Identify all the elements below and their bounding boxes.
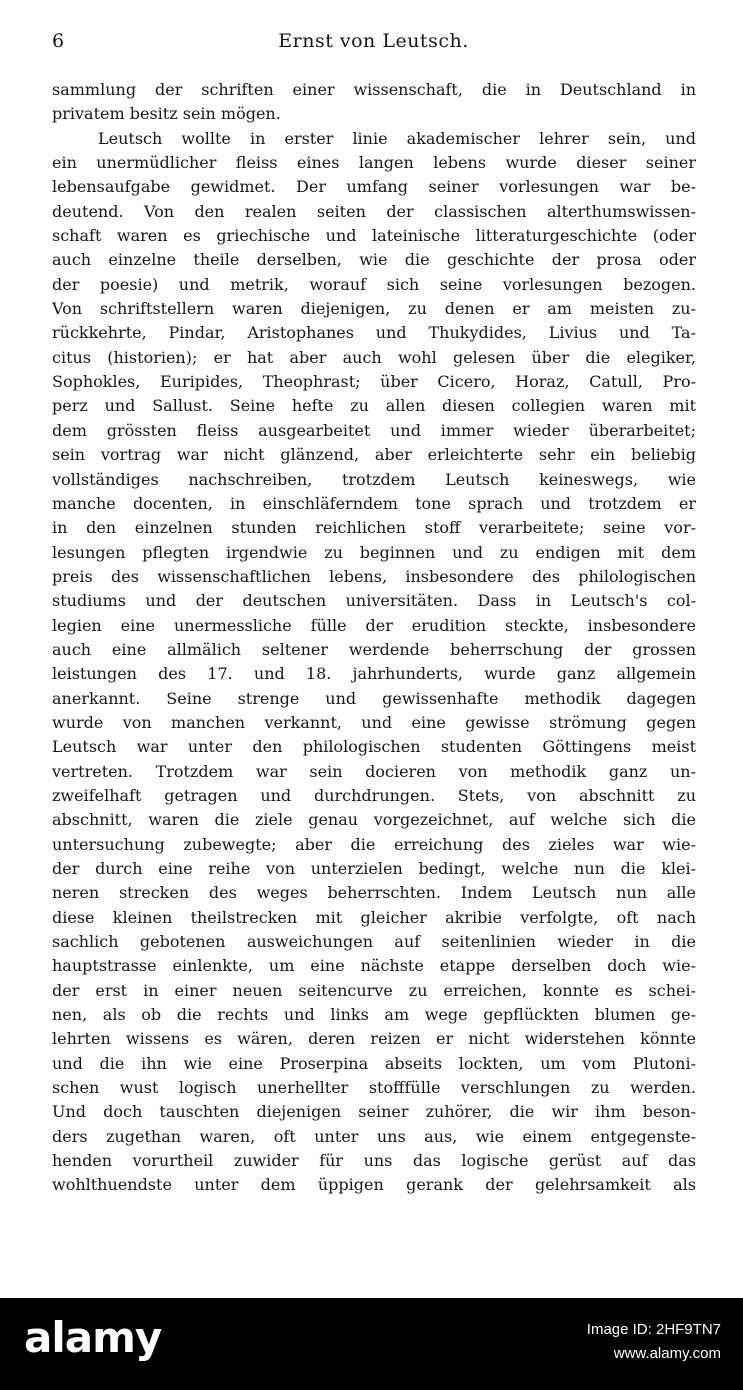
body-text bbox=[52, 78, 696, 1198]
text-line: wurde von manchen verkannt, und eine gewisse strömung gegen bbox=[52, 712, 696, 732]
text-line: sammlung der schriften einer wissenschaft, die in Deutschland in bbox=[52, 80, 696, 99]
text-line: lebensaufgabe gewidmet. Der umfang seiner vorlesungen war be- bbox=[52, 177, 696, 197]
text-line: diese kleinen theilstrecken mit gleicher akribie verfolgte, oft nach bbox=[52, 907, 696, 927]
text-line: abschnitt, waren die ziele genau vorgezeichnet, auf welche sich die bbox=[52, 810, 696, 830]
text-line: der erst in einer neuen seitencurve zu erreichen, konnte es schei- bbox=[52, 980, 696, 1000]
text-line: schaft waren es griechische und lateinische litteraturgeschichte (oder bbox=[52, 226, 696, 246]
text-line: anerkannt. Seine strenge und gewissenhafte methodik dagegen bbox=[52, 688, 696, 708]
text-line: sein vortrag war nicht glänzend, aber erleichterte sehr ein beliebig bbox=[52, 445, 696, 465]
page-number: 6 bbox=[52, 30, 65, 52]
image-id-label: Image ID: 2HF9TN7 bbox=[586, 1321, 721, 1338]
text-line: Sophokles, Euripides, Theophrast; über Cicero, Horaz, Catull, Pro- bbox=[52, 372, 696, 392]
text-line: Und doch tauschten diejenigen seiner zuhörer, die wir ihm beson- bbox=[52, 1102, 696, 1122]
text-line: Leutsch war unter den philologischen studenten Göttingens meist bbox=[52, 737, 696, 757]
text-line: vertreten. Trotzdem war sein docieren von methodik ganz un- bbox=[52, 761, 696, 781]
text-line: auch einzelne theile derselben, wie die geschichte der prosa oder bbox=[52, 250, 696, 270]
text-line: untersuchung zubewegte; aber die erreichung des zieles war wie- bbox=[52, 834, 696, 854]
text-line: legien eine unermessliche fülle der erudition steckte, insbesondere bbox=[52, 615, 696, 635]
text-line: henden vorurtheil zuwider für uns das logische gerüst auf das bbox=[52, 1151, 696, 1171]
text-line: hauptstrasse einlenkte, um eine nächste etappe derselben doch wie- bbox=[52, 956, 696, 976]
text-line: vollständiges nachschreiben, trotzdem Leutsch keineswegs, wie bbox=[52, 469, 696, 489]
text-line: schen wust logisch unerhellter stofffülle verschlungen zu werden. bbox=[52, 1078, 696, 1098]
text-line: dem grössten fleiss ausgearbeitet und immer wieder überarbeitet; bbox=[52, 420, 696, 440]
text-line: ders zugethan waren, oft unter uns aus, wie einem entgegenste- bbox=[52, 1126, 696, 1146]
text-line: Leutsch wollte in erster linie akademischer lehrer sein, und bbox=[98, 128, 696, 148]
text-line: preis des wissenschaftlichen lebens, insbesondere des philologischen bbox=[52, 566, 696, 586]
running-head: Ernst von Leutsch. bbox=[278, 30, 469, 52]
text-line: der durch eine reihe von unterzielen bedingt, welche nun die klei- bbox=[52, 859, 696, 878]
site-url-label: www.alamy.com bbox=[613, 1345, 721, 1362]
text-line: deutend. Von den realen seiten der classischen alterthumswissen- bbox=[52, 201, 696, 221]
text-line: ein unermüdlicher fleiss eines langen lebens wurde dieser seiner bbox=[52, 153, 696, 173]
text-line: lehrten wissens es wären, deren reizen er nicht widerstehen könnte bbox=[52, 1029, 696, 1049]
text-line: citus (historien); er hat aber auch wohl gelesen über die elegiker, bbox=[52, 347, 696, 367]
text-line: der poesie) und metrik, worauf sich seine vorlesungen bezogen. bbox=[52, 274, 696, 294]
text-line: zweifelhaft getragen und durchdrungen. Stets, von abschnitt zu bbox=[52, 785, 696, 805]
watermark-footer bbox=[0, 1298, 743, 1390]
text-line: manche docenten, in einschläferndem tone sprach und trotzdem er bbox=[52, 493, 696, 513]
text-line: neren strecken des weges beherrschten. Indem Leutsch nun alle bbox=[52, 883, 696, 903]
text-line: auch eine allmälich seltener werdende beherrschung der grossen bbox=[52, 639, 696, 659]
page-header bbox=[52, 30, 695, 54]
text-line: studiums und der deutschen universitäten. Dass in Leutsch's col- bbox=[52, 591, 696, 611]
text-line: perz und Sallust. Seine hefte zu allen diesen collegien waren mit bbox=[52, 396, 696, 416]
text-line: wohlthuendste unter dem üppigen gerank der gelehrsamkeit als bbox=[52, 1175, 696, 1195]
text-line: in den einzelnen stunden reichlichen stoff verarbeitete; seine vor- bbox=[52, 518, 696, 538]
text-line: privatem besitz sein mögen. bbox=[52, 104, 281, 124]
text-line: und die ihn wie eine Proserpina abseits lockten, um vom Plutoni- bbox=[52, 1053, 696, 1073]
brand-logo: alamy bbox=[24, 1313, 162, 1362]
text-line: rückkehrte, Pindar, Aristophanes und Thukydides, Livius und Ta- bbox=[52, 323, 696, 343]
text-line: leistungen des 17. und 18. jahrhunderts, wurde ganz allgemein bbox=[52, 664, 696, 684]
text-line: Von schriftstellern waren diejenigen, zu denen er am meisten zu- bbox=[52, 299, 696, 319]
text-line: nen, als ob die rechts und links am wege gepflückten blumen ge- bbox=[52, 1005, 696, 1025]
text-line: lesungen pflegten irgendwie zu beginnen und zu endigen mit dem bbox=[52, 542, 696, 562]
text-line: sachlich gebotenen ausweichungen auf seitenlinien wieder in die bbox=[52, 932, 696, 952]
